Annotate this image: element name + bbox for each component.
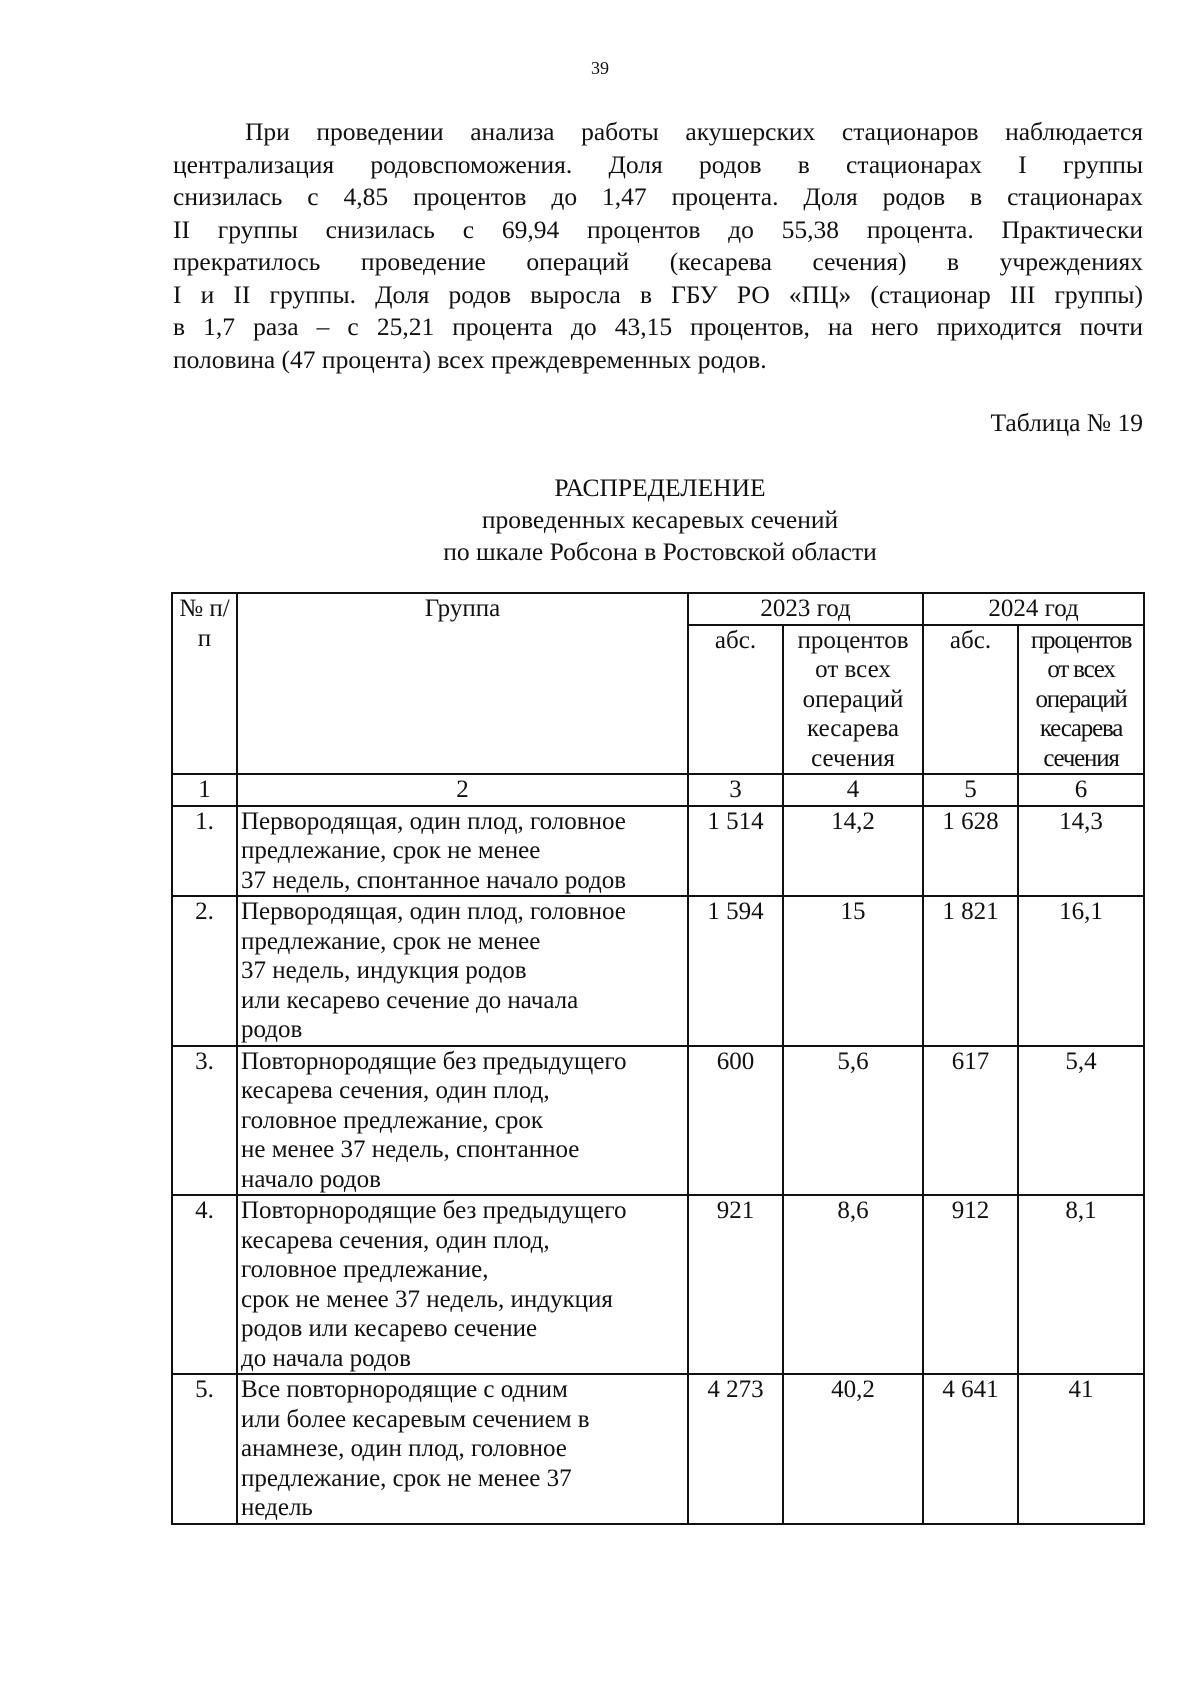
row-number: 2. <box>172 896 237 1046</box>
group-description-line: или более кесаревым сечением в <box>241 1405 590 1433</box>
abs-2024: 617 <box>923 1046 1018 1196</box>
table-number: Таблица № 19 <box>990 408 1143 437</box>
table-title: РАСПРЕДЕЛЕНИЕ <box>554 473 766 502</box>
group-description-line: анамнезе, один плод, головное <box>241 1435 567 1462</box>
page-number: 39 <box>591 58 609 78</box>
column-number-row <box>172 774 1144 806</box>
pct-2023: 8,6 <box>783 1195 923 1374</box>
header-pct-2024: процентов от всех операций кесарева сечения <box>1018 625 1144 775</box>
group-description-line: головное предлежание, <box>241 1256 489 1283</box>
group-description-line: срок не менее 37 недель, индукция <box>241 1285 613 1313</box>
paragraph-line: в 1,7 раза – с 25,21 процента до 43,15 процентов, на него приходится почти <box>173 312 1143 341</box>
group-description-line: 37 недель, индукция родов <box>241 957 527 984</box>
pct-2024: 16,1 <box>1018 896 1144 1046</box>
pct-2024: 14,3 <box>1018 806 1144 897</box>
column-number: 3 <box>688 774 783 806</box>
pct-2024: 41 <box>1018 1374 1144 1524</box>
group-description-line: Первородящая, один плод, головное <box>241 807 626 835</box>
group-description <box>237 806 688 897</box>
paragraph-line: централизация родовспоможения. Доля родов в стационарах I группы <box>173 149 1143 179</box>
group-description-line: Все повторнородящие с одним <box>241 1376 568 1403</box>
group-description <box>237 1374 688 1524</box>
pct-2023: 15 <box>783 896 923 1046</box>
group-description-line: 37 недель, спонтанное начало родов <box>241 866 627 894</box>
group-description-line: Повторнородящие без предыдущего <box>241 1047 627 1075</box>
header-pct-2023: процентов от всех операций кесарева сечения <box>783 625 923 775</box>
group-description <box>237 1046 688 1196</box>
pct-2023: 5,6 <box>783 1046 923 1196</box>
pct-2024: 8,1 <box>1018 1195 1144 1374</box>
robson-table <box>171 592 1145 1525</box>
abs-2023: 600 <box>688 1046 783 1196</box>
header-year-2023: 2023 год <box>688 593 923 625</box>
column-number: 5 <box>923 774 1018 806</box>
table-row <box>172 1046 1144 1196</box>
group-description-line: до начала родов <box>241 1344 411 1372</box>
table-row <box>172 1374 1144 1524</box>
body-paragraph <box>173 116 1143 376</box>
group-description-line: начало родов <box>241 1165 381 1193</box>
group-description-line: головное предлежание, срок <box>241 1106 544 1134</box>
column-number: 4 <box>783 774 923 806</box>
table-title-block <box>0 472 1200 568</box>
group-description <box>237 896 688 1046</box>
abs-2024: 4 641 <box>923 1374 1018 1524</box>
column-number: 1 <box>172 774 237 806</box>
group-description-line: не менее 37 недель, спонтанное <box>241 1136 580 1163</box>
row-number: 1. <box>172 806 237 897</box>
group-description-line: Повторнородящие без предыдущего <box>241 1197 627 1224</box>
row-number: 5. <box>172 1374 237 1524</box>
header-year-2024: 2024 год <box>923 593 1144 625</box>
group-description-line: Первородящая, один плод, головное <box>241 898 626 925</box>
header-group: Группа <box>237 593 688 774</box>
abs-2023: 1 514 <box>688 806 783 897</box>
header-abs-2023: абс. <box>688 625 783 775</box>
table-subtitle-2: по шкале Робсона в Ростовской области <box>443 537 877 566</box>
group-description <box>237 1195 688 1374</box>
abs-2023: 4 273 <box>688 1374 783 1524</box>
pct-2024: 5,4 <box>1018 1046 1144 1196</box>
group-description-line: или кесарево сечение до начала <box>241 986 579 1014</box>
paragraph-line: снизилась с 4,85 процентов до 1,47 процента. Доля родов в стационарах <box>173 182 1143 211</box>
header-row-years <box>172 593 1144 625</box>
group-description-line: кесарева сечения, один плод, <box>241 1077 550 1104</box>
table-row <box>172 806 1144 897</box>
table-subtitle-1: проведенных кесаревых сечений <box>481 505 839 534</box>
group-description-line: предлежание, срок не менее 37 <box>241 1464 572 1492</box>
header-num: № п/п <box>172 593 237 774</box>
group-description-line: кесарева сечения, один плод, <box>241 1226 550 1254</box>
abs-2024: 1 821 <box>923 896 1018 1046</box>
abs-2023: 1 594 <box>688 896 783 1046</box>
group-description-line: предлежание, срок не менее <box>241 837 541 864</box>
table-row <box>172 1195 1144 1374</box>
paragraph-line: I и II группы. Доля родов выросла в ГБУ РО «ПЦ» (стационар III группы) <box>173 279 1143 309</box>
paragraph-line: При проведении анализа работы акушерских стационаров наблюдается <box>245 117 1143 146</box>
row-number: 3. <box>172 1046 237 1196</box>
table-row <box>172 896 1144 1046</box>
group-description-line: недель <box>241 1494 313 1521</box>
group-description-line: родов или кесарево сечение <box>241 1315 538 1342</box>
abs-2024: 1 628 <box>923 806 1018 897</box>
paragraph-line: половина (47 процента) всех преждевременных родов. <box>173 344 767 374</box>
header-abs-2024: абс. <box>923 625 1018 775</box>
row-number: 4. <box>172 1195 237 1374</box>
column-number: 6 <box>1018 774 1144 806</box>
paragraph-line: II группы снизилась с 69,94 процентов до 55,38 процента. Практически <box>173 214 1143 244</box>
group-description-line: родов <box>241 1016 303 1043</box>
abs-2023: 921 <box>688 1195 783 1374</box>
pct-2023: 40,2 <box>783 1374 923 1524</box>
group-description-line: предлежание, срок не менее <box>241 927 541 955</box>
abs-2024: 912 <box>923 1195 1018 1374</box>
column-number: 2 <box>237 774 688 806</box>
paragraph-line: прекратилось проведение операций (кесарева сечения) в учреждениях <box>173 247 1143 276</box>
pct-2023: 14,2 <box>783 806 923 897</box>
